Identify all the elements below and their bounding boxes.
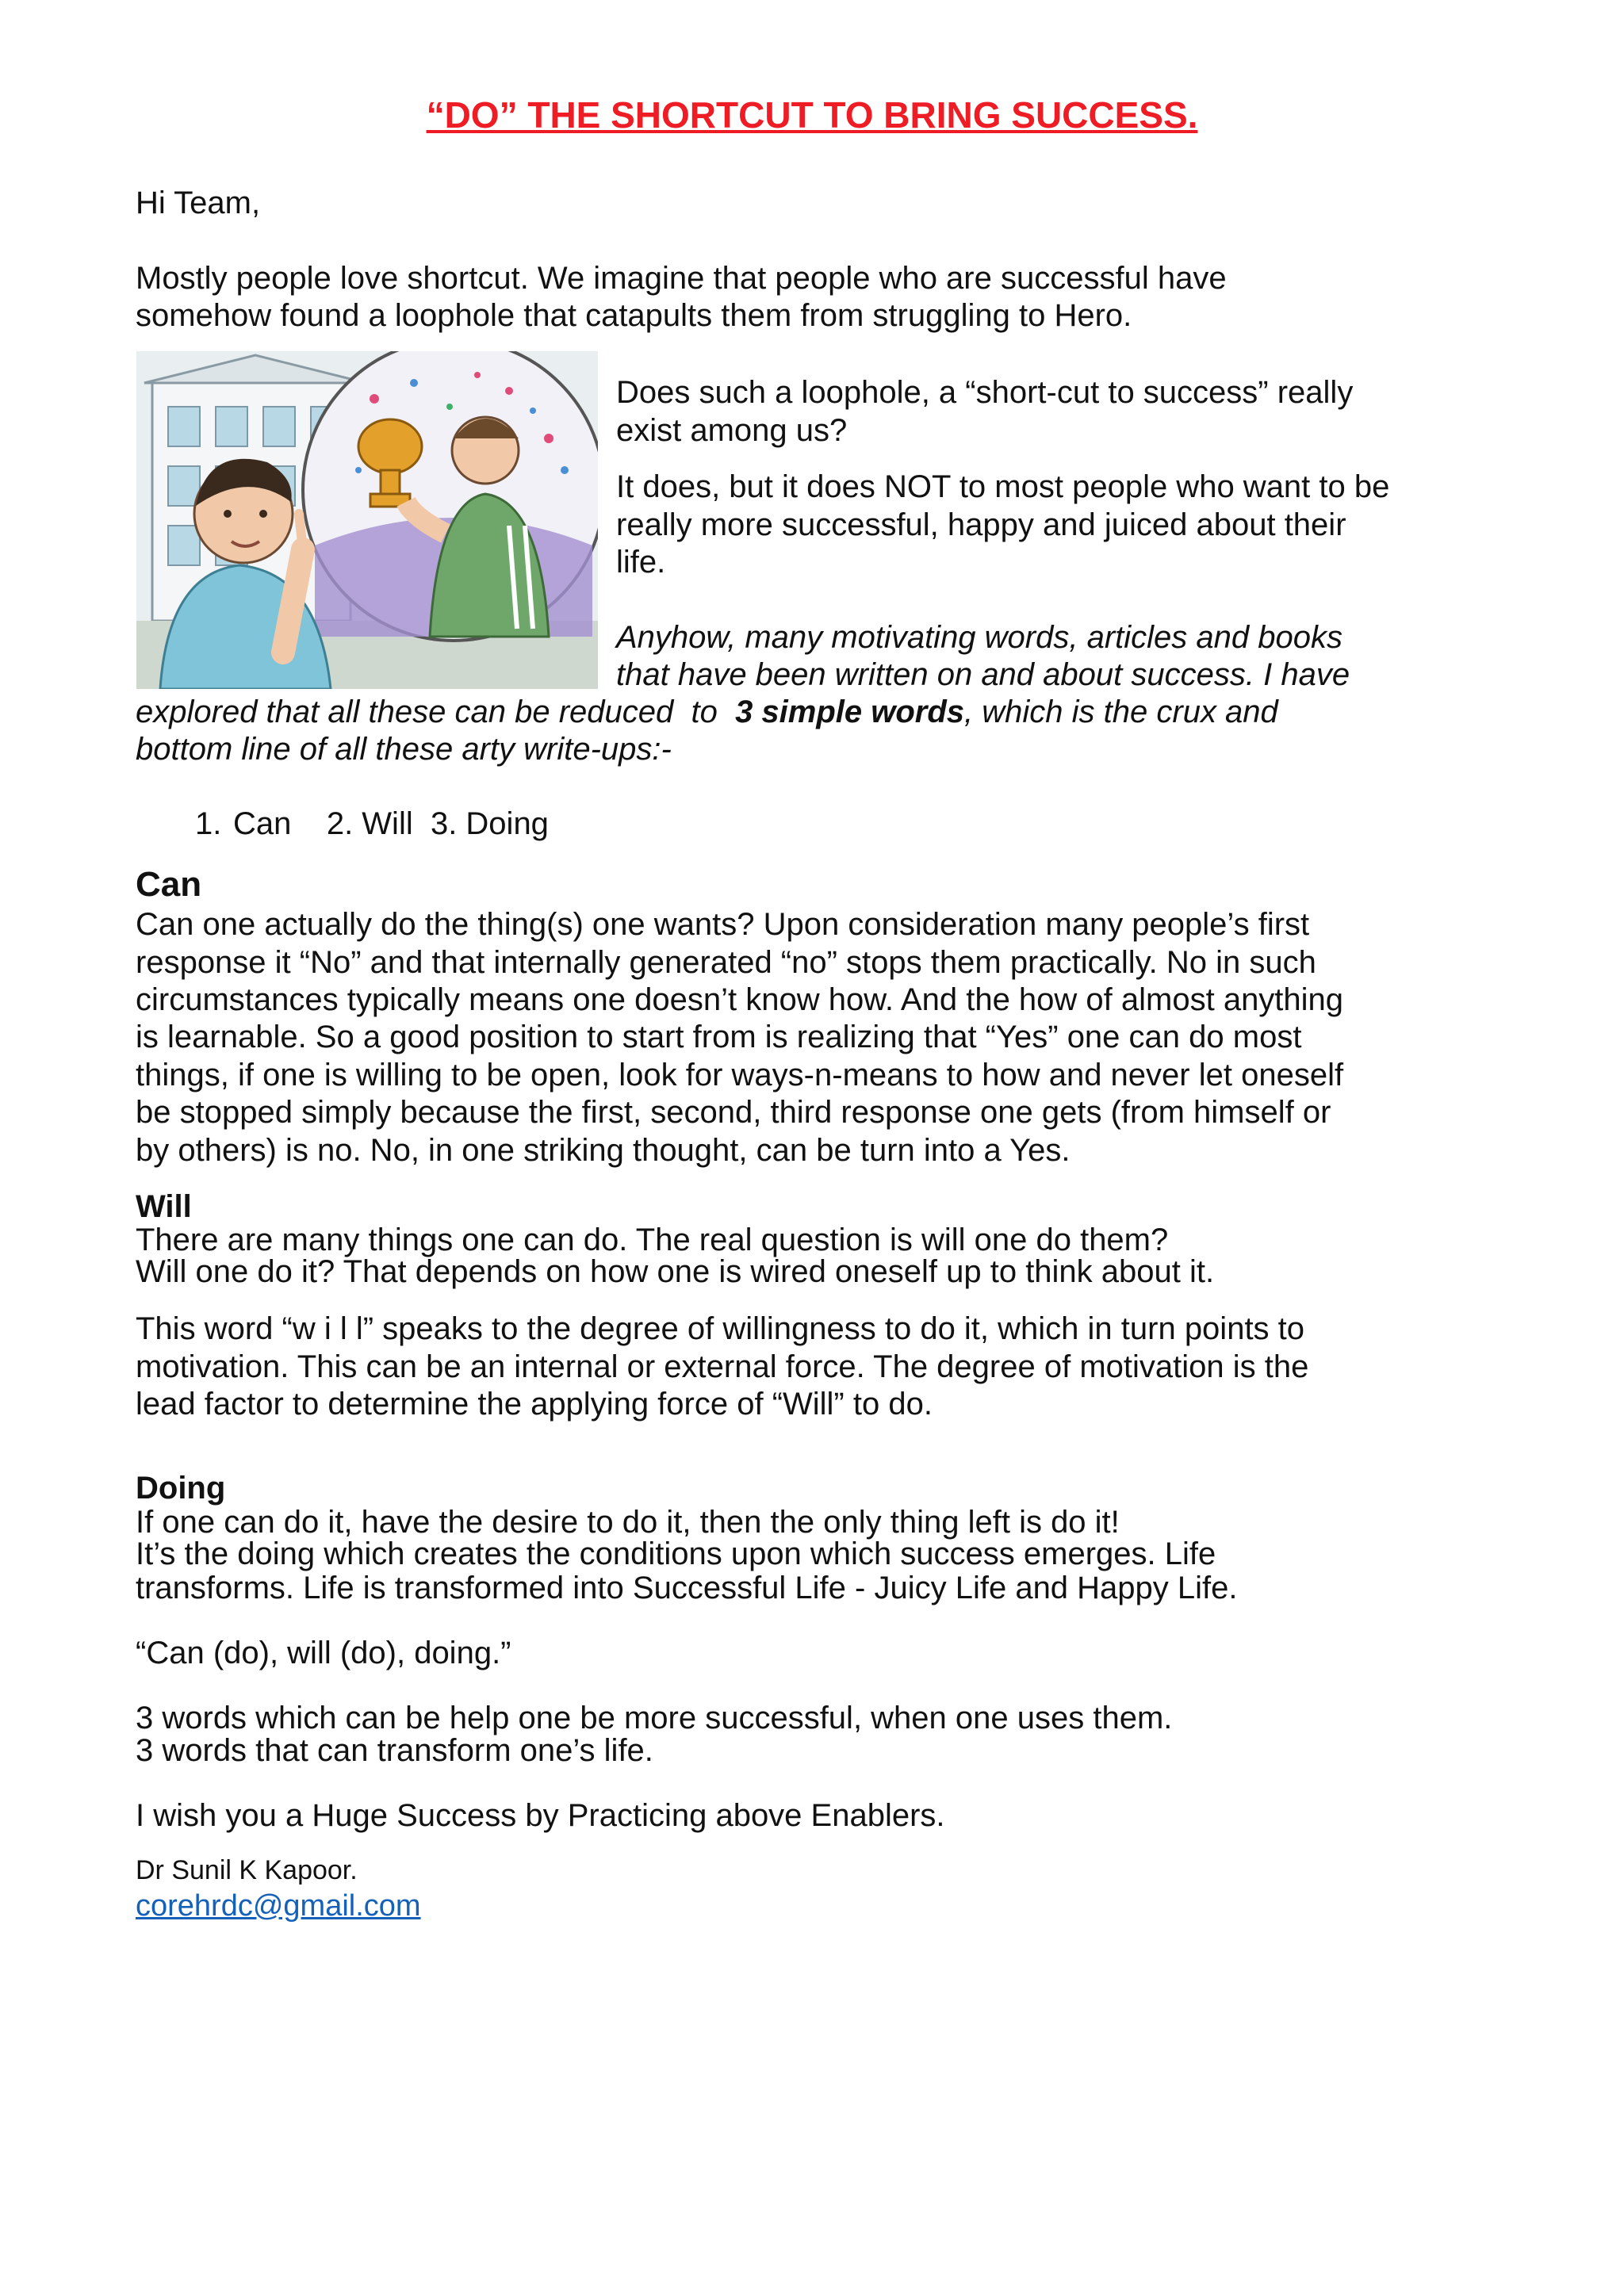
list-number: 1. — [195, 806, 222, 841]
document-title: “DO” THE SHORTCUT TO BRING SUCCESS. — [426, 94, 1198, 136]
doing-line-1: If one can do it, have the desire to do it, then the only thing left is do it! — [136, 1505, 1120, 1540]
can-line-3: circumstances typically means one doesn’t know how. And the how of almost anything — [136, 982, 1344, 1017]
can-line-2: response it “No” and that internally generated “no” stops them practically. No in such — [136, 945, 1316, 980]
side-question-line-2: exist among us? — [616, 413, 848, 448]
illustration-svg — [136, 351, 598, 689]
will-heading: Will — [136, 1189, 192, 1224]
side-answer-line-2: really more successful, happy and juiced about their — [616, 507, 1346, 542]
crux-text-pre: explored that all these can be reduced to — [136, 695, 736, 729]
success-illustration — [136, 351, 598, 689]
will-para-line-3: lead factor to determine the applying force of “Will” to do. — [136, 1387, 933, 1422]
greeting: Hi Team, — [136, 186, 261, 220]
doing-heading: Doing — [136, 1471, 226, 1506]
side-answer-line-1: It does, but it does NOT to most people who want to be — [616, 469, 1390, 504]
will-para-line-1: This word “w i l l” speaks to the degree of willingness to do it, which in turn points to — [136, 1311, 1305, 1346]
side-answer-line-3: life. — [616, 545, 666, 580]
closing-line-2: 3 words that can transform one’s life. — [136, 1733, 653, 1768]
doing-line-2: It’s the doing which creates the conditions upon which success emerges. Life — [136, 1536, 1216, 1571]
can-heading: Can — [136, 865, 202, 904]
list-items: Can 2. Will 3. Doing — [233, 806, 549, 841]
side-italic-line-2: that have been written on and about success. I have — [616, 657, 1350, 692]
side-italic-line-1: Anyhow, many motivating words, articles and books — [616, 620, 1342, 655]
intro-line-2: somehow found a loophole that catapults them from struggling to Hero. — [136, 298, 1132, 333]
crux-line — [136, 693, 1278, 731]
signature-name: Dr Sunil K Kapoor. — [136, 1855, 358, 1885]
can-line-4: is learnable. So a good position to start from is realizing that “Yes” one can do most — [136, 1020, 1302, 1054]
crux-text-post: , which is the crux and — [964, 695, 1278, 729]
can-line-7: by others) is no. No, in one striking thought, can be turn into a Yes. — [136, 1133, 1071, 1168]
closing-line-1: 3 words which can be help one be more successful, when one uses them. — [136, 1701, 1173, 1735]
wish-line: I wish you a Huge Success by Practicing above Enablers. — [136, 1798, 945, 1833]
doing-line-3: transforms. Life is transformed into Successful Life - Juicy Life and Happy Life. — [136, 1571, 1238, 1605]
crux-line-2: bottom line of all these arty write-ups:- — [136, 732, 672, 767]
will-line-2: Will one do it? That depends on how one is wired oneself up to think about it. — [136, 1254, 1215, 1289]
side-question-line-1: Does such a loophole, a “short-cut to success” really — [616, 375, 1354, 410]
signature-email-link[interactable]: corehrdc@gmail.com — [136, 1889, 421, 1923]
can-line-5: things, if one is willing to be open, look for ways-n-means to how and never let oneself — [136, 1058, 1344, 1093]
will-para-line-2: motivation. This can be an internal or external force. The degree of motivation is the — [136, 1349, 1309, 1384]
can-line-1: Can one actually do the thing(s) one wants? Upon consideration many people’s first — [136, 907, 1310, 942]
intro-line-1: Mostly people love shortcut. We imagine that people who are successful have — [136, 261, 1227, 296]
can-line-6: be stopped simply because the first, second, third response one gets (from himself or — [136, 1095, 1331, 1130]
will-line-1: There are many things one can do. The real question is will one do them? — [136, 1223, 1169, 1257]
summary-quote: “Can (do), will (do), doing.” — [136, 1636, 511, 1670]
three-simple-words: 3 simple words — [735, 695, 965, 729]
